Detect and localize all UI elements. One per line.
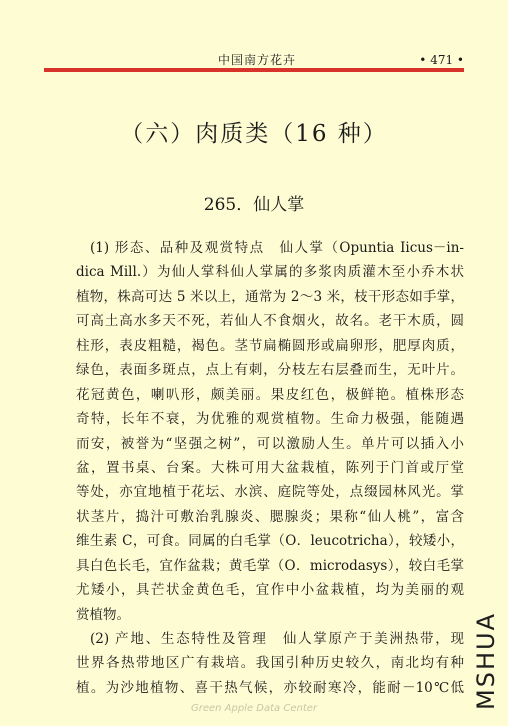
paragraph-line: (1) 形态、品种及观赏特点 仙人掌（Opuntia Iicus－in- [90,240,464,256]
chapter-heading: （六）肉质类（16 种） [120,121,388,147]
running-header [40,52,464,68]
paragraph-line: dica Mill.）为仙人掌科仙人掌属的多浆肉质灌木至小乔木状 [76,264,464,281]
paragraph-line: (2) 产地、生态特性及管理 仙人掌原产于美洲热带，现 [90,631,464,647]
header-rule [44,68,464,72]
paragraph-line: 维生素 C，可食。同属的白毛掌（O．leucotricha），较矮小， [76,533,464,550]
paragraph-line: 植。为沙地植物、喜干热气候，亦较耐寒冷，能耐－10℃低 [76,679,464,696]
paragraph-line: 可高土高水多天不死，若仙人不食烟火，故名。老干木质，圆 [76,313,464,330]
page-number: • 471 • [419,53,464,67]
paragraph-line: 奇特，长年不衰，为优雅的观赏植物。生命力极强，能随遇 [76,411,464,428]
paragraph-line: 绿色，表面多斑点，点上有刺，分枝左右层叠而生，无叶片。 [76,362,464,379]
paragraph-line: 植物，株高可达 5 米以上，通常为 2～3 米，枝干形态如手掌， [76,288,464,305]
paragraph-line: 盆，置书桌、台案。大株可用大盆栽植，陈列于门首或厅堂 [76,459,464,476]
paragraph-line: 等处，亦宜地植于花坛、水滨、庭院等处，点缀园林风光。掌 [76,484,464,501]
side-watermark: MSHUA [472,612,500,710]
book-title: 中国南方花卉 [218,53,297,67]
section-heading: 265．仙人掌 [203,195,305,215]
body-text [76,236,464,700]
paragraph-line: 而安，被誉为“坚强之树”，可以激励人生。单片可以插入小 [76,435,464,452]
bottom-watermark: Green Apple Data Center [190,703,318,714]
paragraph-line: 花冠黄色，喇叭形，颇美丽。果皮红色，极鲜艳。植株形态 [76,386,464,403]
paragraph-line: 赏植物。 [76,606,130,623]
paragraph-line: 尤矮小，具芒状金黄色毛，宜作中小盆栽植，均为美丽的观 [76,582,464,599]
paragraph-line: 世界各热带地区广有栽培。我国引种历史较久，南北均有种 [76,655,464,672]
paragraph-line: 具白色长毛，宜作盆栽；黄毛掌（O．microdasys），较白毛掌 [76,557,464,574]
paragraph-line: 状茎片，捣汁可敷治乳腺炎、腮腺炎；果称“仙人桃”，富含 [76,508,464,525]
paragraph-line: 柱形，表皮粗糙，褐色。茎节扁椭圆形或扁卵形，肥厚肉质， [76,337,464,354]
